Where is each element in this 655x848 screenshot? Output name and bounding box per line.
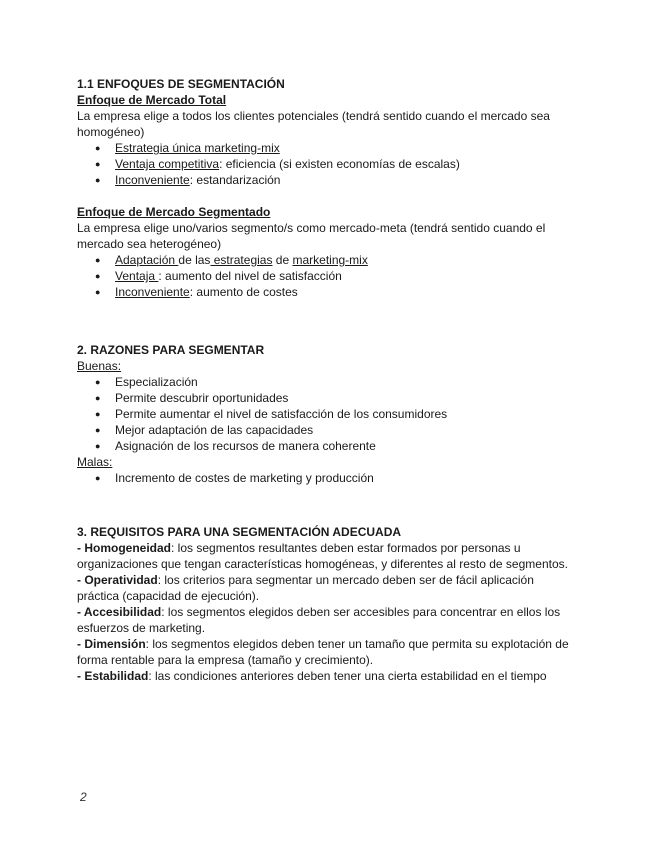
good-reasons-list: [77, 374, 577, 454]
list-item: ● Inconveniente: aumento de costes: [77, 284, 577, 300]
list-item: ● Adaptación de las estrategias de marketing-mix: [77, 252, 577, 268]
good-reasons-label: Buenas:: [77, 359, 122, 373]
list-item: ● Ventaja : aumento del nivel de satisfacción: [77, 268, 577, 284]
requirement-item: - Accesibilidad: los segmentos elegidos deben ser accesibles para concentrar en ellos los esfuerzos de marketing.: [77, 605, 561, 635]
list-item: ● Incremento de costes de marketing y producción: [77, 470, 577, 486]
list-item: ● Inconveniente: estandarización: [77, 172, 577, 188]
bad-reasons-label: Malas:: [77, 455, 113, 469]
total-market-list: [77, 140, 577, 188]
requirement-item: - Homogeneidad: los segmentos resultantes deben estar formados por personas u organizaciones que tengan características homogéneas, y diferentes al resto de segmentos.: [77, 541, 568, 571]
list-item: ● Especialización: [77, 374, 577, 390]
section-3-title: 3. REQUISITOS PARA UNA SEGMENTACIÓN ADECUADA: [77, 525, 402, 539]
segmented-market-description: La empresa elige uno/varios segmento/s como mercado-meta (tendrá sentido cuando el mercado sea heterogéneo): [77, 221, 546, 251]
segmented-market-list: [77, 252, 577, 300]
list-item: ● Mejor adaptación de las capacidades: [77, 422, 577, 438]
list-item: ● Permite descubrir oportunidades: [77, 390, 577, 406]
page-number: 2: [80, 790, 87, 804]
list-item: ● Asignación de los recursos de manera coherente: [77, 438, 577, 454]
segmented-market-heading: Enfoque de Mercado Segmentado: [77, 205, 271, 219]
requirement-item: - Dimensión: los segmentos elegidos deben tener un tamaño que permita su explotación de forma rentable para la empresa (tamaño y crecimiento).: [77, 637, 569, 667]
requirement-item: - Operatividad: los criterios para segmentar un mercado deben ser de fácil aplicación práctica (capacidad de ejecución).: [77, 573, 534, 603]
list-item: ● Ventaja competitiva: eficiencia (si existen economías de escalas): [77, 156, 577, 172]
document-page: [77, 76, 577, 684]
bad-reasons-list: [77, 470, 577, 486]
list-item: ● Permite aumentar el nivel de satisfacción de los consumidores: [77, 406, 577, 422]
section-2-title: 2. RAZONES PARA SEGMENTAR: [77, 343, 265, 357]
requirement-item: - Estabilidad: las condiciones anteriores deben tener una cierta estabilidad en el tiempo: [77, 669, 547, 683]
total-market-heading: Enfoque de Mercado Total: [77, 93, 227, 107]
list-item: ● Estrategia única marketing-mix: [77, 140, 577, 156]
section-1-title: 1.1 ENFOQUES DE SEGMENTACIÓN: [77, 77, 285, 91]
total-market-description: La empresa elige a todos los clientes potenciales (tendrá sentido cuando el mercado sea homogéneo): [77, 109, 550, 139]
